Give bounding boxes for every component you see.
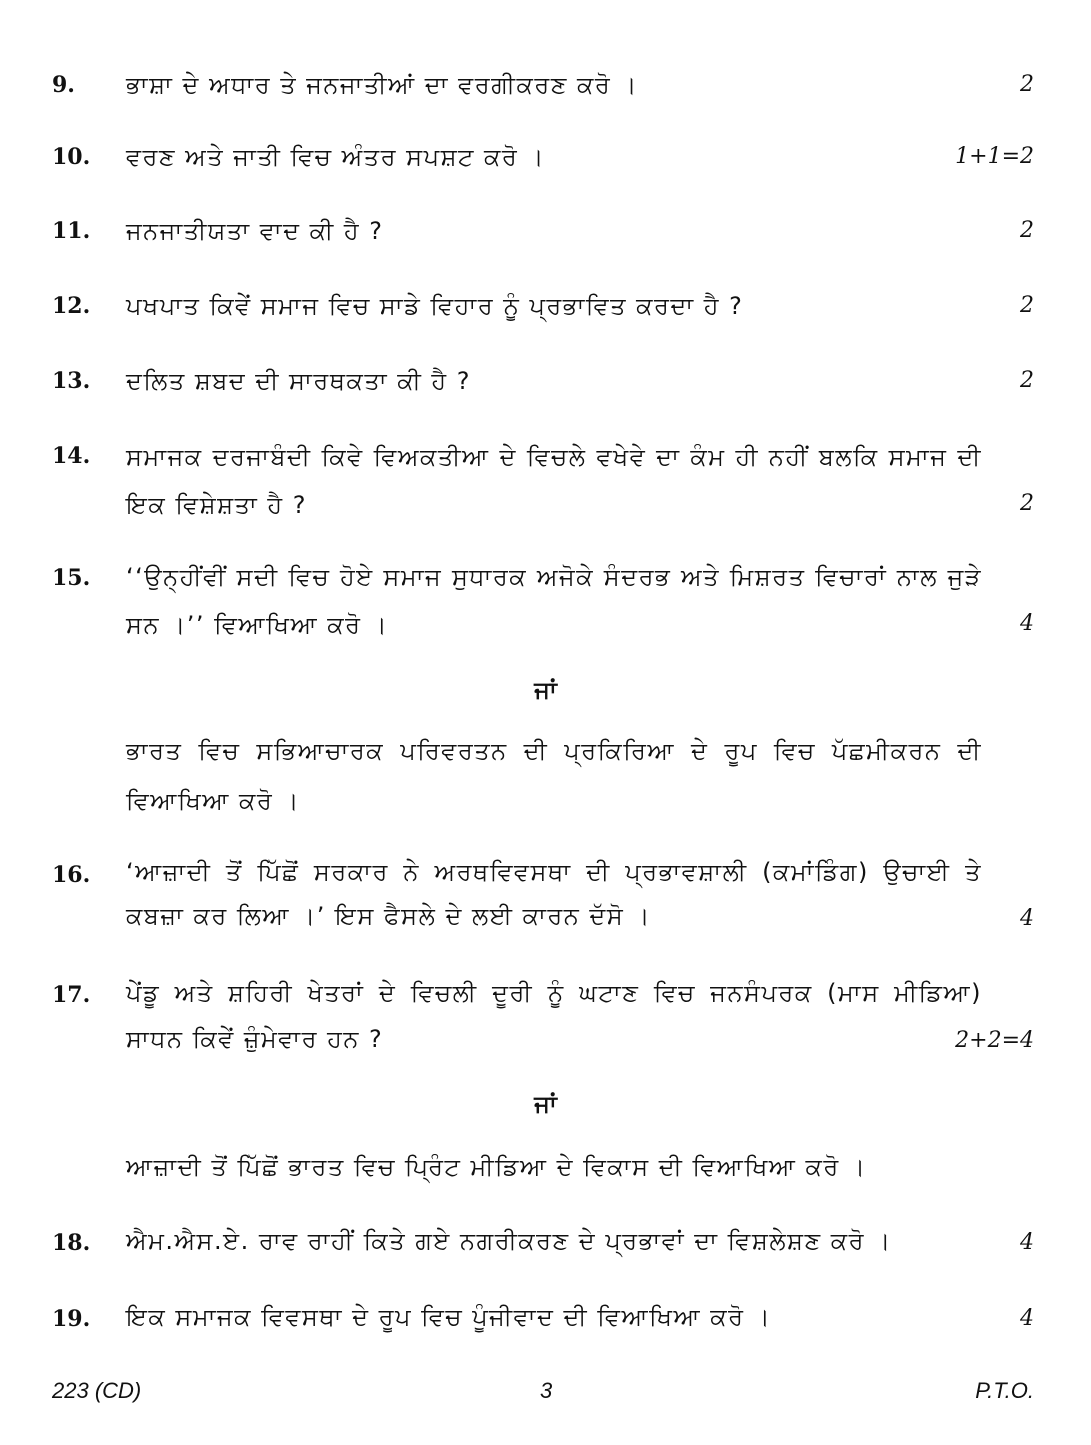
question-number: 12. bbox=[52, 293, 91, 319]
question-number: 9. bbox=[52, 72, 75, 98]
question-text: ਪੇਂਡੂ ਅਤੇ ਸ਼ਹਿਰੀ ਖੇਤਰਾਂ ਦੇ ਵਿਚਲੀ ਦੂਰੀ ਨੂੰ ਘਟਾਣ ਵਿਚ ਜਨਸੰਪਰਕ (ਮਾਸ ਮੀਡਿਆ) ਸਾਧਨ ਕਿਵੇਂ ਜ਼ੁੰਮੇਵਾਰ ਹਨ ? bbox=[126, 979, 982, 1053]
question-marks: 4 bbox=[1020, 1306, 1034, 1331]
question-marks: 2+2=4 bbox=[955, 1028, 1034, 1053]
question-text: ਵਰਣ ਅਤੇ ਜਾਤੀ ਵਿਚ ਅੰਤਰ ਸਪਸ਼ਟ ਕਰੋ । bbox=[126, 143, 546, 171]
question-text: ਐਮ.ਐਸ.ਏ. ਰਾਵ ਰਾਹੀਂ ਕਿਤੇ ਗਏ ਨਗਰੀਕਰਣ ਦੇ ਪ੍ਰਭਾਵਾਂ ਦਾ ਵਿਸ਼ਲੇਸ਼ਣ ਕਰੋ । bbox=[126, 1227, 892, 1255]
question-marks: 4 bbox=[1020, 906, 1034, 931]
question-number: 14. bbox=[52, 443, 91, 469]
question-text: ‘‘ਉਨ੍ਹੀਂਵੀਂ ਸਦੀ ਵਿਚ ਹੋਏ ਸਮਾਜ ਸੁਧਾਰਕ ਅਜੋਕੇ ਸੰਦਰਭ ਅਤੇ ਮਿਸ਼ਰਤ ਵਿਚਾਰਾਂ ਨਾਲ ਜੁੜੇ ਸਨ ।’’ ਵਿਆਖਿਆ ਕਰੋ । bbox=[126, 563, 982, 639]
question-text: ਭਾਰਤ ਵਿਚ ਸਭਿਆਚਾਰਕ ਪਰਿਵਰਤਨ ਦੀ ਪ੍ਰਕਿਰਿਆ ਦੇ ਰੂਪ ਵਿਚ ਪੱਛਮੀਕਰਨ ਦੀ ਵਿਆਖਿਆ ਕਰੋ । bbox=[126, 737, 982, 815]
question-marks: 2 bbox=[1020, 72, 1034, 97]
question-text: ਪਖਪਾਤ ਕਿਵੇਂ ਸਮਾਜ ਵਿਚ ਸਾਡੇ ਵਿਹਾਰ ਨੂੰ ਪ੍ਰਭਾਵਿਤ ਕਰਦਾ ਹੈ ? bbox=[126, 292, 744, 320]
question-text: ‘ਆਜ਼ਾਦੀ ਤੋਂ ਪਿੱਛੋਂ ਸਰਕਾਰ ਨੇ ਅਰਥਵਿਵਸਥਾ ਦੀ ਪ੍ਰਭਾਵਸ਼ਾਲੀ (ਕਮਾਂਡਿੰਗ) ਉਚਾਈ ਤੇ ਕਬਜ਼ਾ ਕਰ ਲਿਆ ।’ ਇਸ ਫੈਸਲੇ ਦੇ ਲਈ ਕਾਰਨ ਦੱਸੋ । bbox=[126, 858, 982, 930]
question-number: 19. bbox=[52, 1306, 91, 1332]
question-marks: 1+1=2 bbox=[955, 144, 1034, 169]
question-marks: 4 bbox=[1020, 1230, 1034, 1255]
question-number: 18. bbox=[52, 1230, 91, 1256]
question-marks: 2 bbox=[1020, 368, 1034, 393]
question-number: 17. bbox=[52, 982, 91, 1008]
question-marks: 2 bbox=[1020, 218, 1034, 243]
question-marks: 4 bbox=[1020, 611, 1034, 636]
question-marks: 2 bbox=[1020, 293, 1034, 318]
or-label: ਜਾਂ bbox=[534, 1090, 557, 1118]
question-text: ਇਕ ਸਮਾਜਕ ਵਿਵਸਥਾ ਦੇ ਰੂਪ ਵਿਚ ਪੂੰਜੀਵਾਦ ਦੀ ਵਿਆਖਿਆ ਕਰੋ । bbox=[126, 1303, 772, 1331]
or-label: ਜਾਂ bbox=[534, 676, 557, 704]
question-number: 11. bbox=[52, 218, 91, 244]
page-number: 3 bbox=[540, 1378, 553, 1403]
question-number: 13. bbox=[52, 368, 91, 394]
question-text: ਦਲਿਤ ਸ਼ਬਦ ਦੀ ਸਾਰਥਕਤਾ ਕੀ ਹੈ ? bbox=[126, 367, 472, 395]
paper-code: 223 (CD) bbox=[52, 1378, 142, 1403]
question-number: 16. bbox=[52, 862, 91, 888]
pto-label: P.T.O. bbox=[975, 1378, 1034, 1403]
question-number: 10. bbox=[52, 144, 91, 170]
question-text: ਸਮਾਜਕ ਦਰਜਾਬੰਦੀ ਕਿਵੇ ਵਿਅਕਤੀਆ ਦੇ ਵਿਚਲੇ ਵਖੇਵੇ ਦਾ ਕੰਮ ਹੀ ਨਹੀਂ ਬਲਕਿ ਸਮਾਜ ਦੀ ਇਕ ਵਿਸ਼ੇਸ਼ਤਾ ਹੈ ? bbox=[126, 443, 982, 519]
question-text: ਆਜ਼ਾਦੀ ਤੋਂ ਪਿੱਛੋਂ ਭਾਰਤ ਵਿਚ ਪ੍ਰਿੰਟ ਮੀਡਿਆ ਦੇ ਵਿਕਾਸ ਦੀ ਵਿਆਖਿਆ ਕਰੋ । bbox=[126, 1153, 867, 1181]
question-marks: 2 bbox=[1020, 491, 1034, 516]
question-text: ਭਾਸ਼ਾ ਦੇ ਅਧਾਰ ਤੇ ਜਨਜਾਤੀਆਂ ਦਾ ਵਰਗੀਕਰਣ ਕਰੋ । bbox=[126, 71, 639, 99]
question-text: ਜਨਜਾਤੀਯਤਾ ਵਾਦ ਕੀ ਹੈ ? bbox=[126, 217, 384, 245]
question-number: 15. bbox=[52, 565, 91, 591]
